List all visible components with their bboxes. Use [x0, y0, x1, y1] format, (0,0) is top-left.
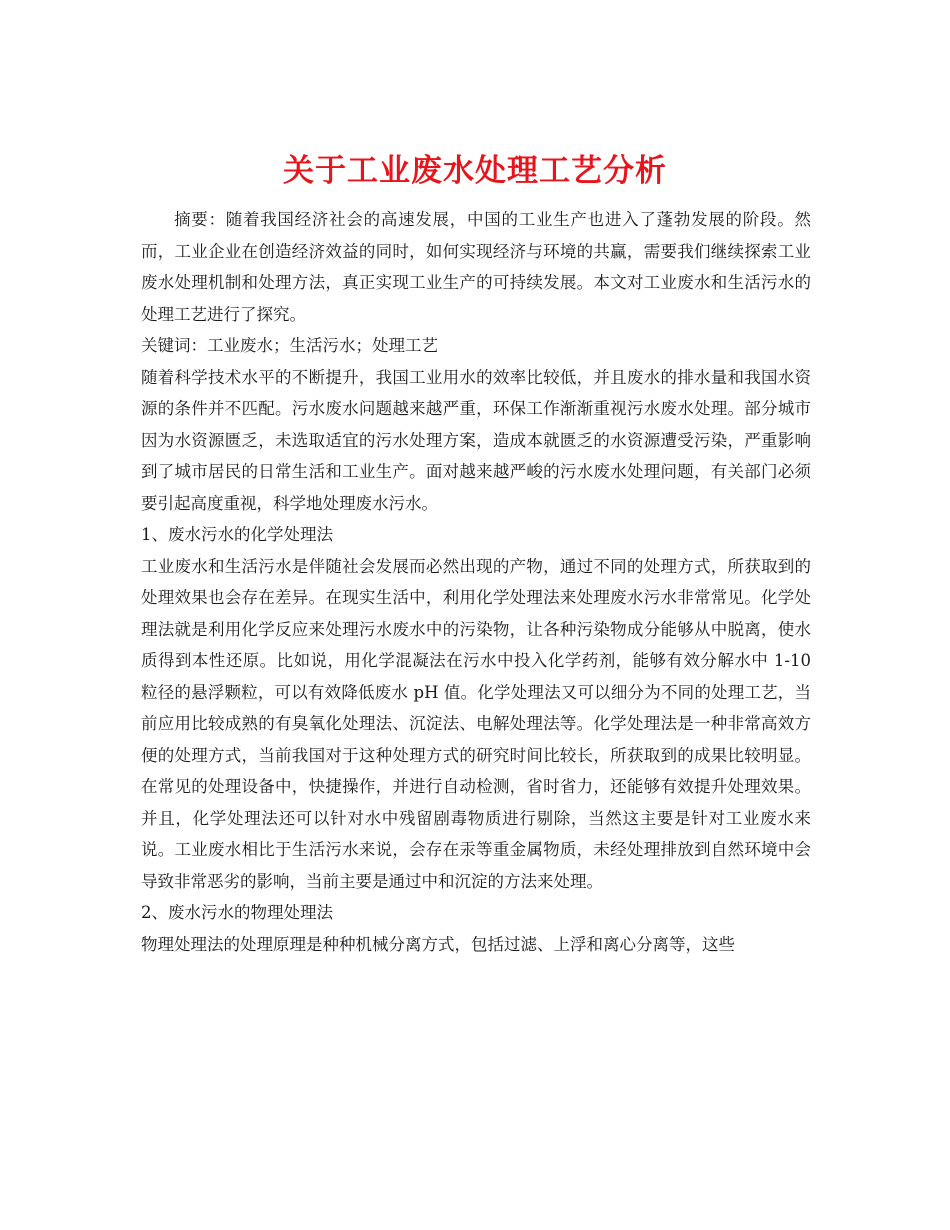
document-body [141, 204, 811, 960]
section-2-paragraph: 物理处理法的处理原理是种种机械分离方式，包括过滤、上浮和离心分离等，这些 [141, 934, 735, 954]
section-1-heading: 1、废水污水的化学处理法 [141, 525, 333, 544]
document-title: 关于工业废水处理工艺分析 [283, 152, 667, 189]
keywords-line: 关键词：工业废水；生活污水；处理工艺 [141, 336, 438, 355]
intro-paragraph: 随着科学技术水平的不断提升，我国工业用水的效率比较低，并且废水的排水量和我国水资源的条件并不匹配。污水废水问题越来越严重，环保工作渐渐重视污水废水处理。部分城市因为水资源匮乏，未选取适宜的污水处理方案，造成本就匮乏的水资源遭受污染，严重影响到了城市居民的日常生活和工业生产。面对越来越严峻的污水废水处理问题，有关部门必须要引起高度重视，科学地处理废水污水。 [141, 367, 811, 513]
abstract-paragraph: 摘要：随着我国经济社会的高速发展，中国的工业生产也进入了蓬勃发展的阶段。然而，工业企业在创造经济效益的同时，如何实现经济与环境的共赢，需要我们继续探索工业废水处理机制和处理方法，真正实现工业生产的可持续发展。本文对工业废水和生活污水的处理工艺进行了探究。 [141, 210, 811, 324]
section-1-paragraph: 工业废水和生活污水是伴随社会发展而必然出现的产物，通过不同的处理方式，所获取到的处理效果也会存在差异。在现实生活中，利用化学处理法来处理废水污水非常常见。化学处理法就是利用化学反应来处理污水废水中的污染物，让各种污染物成分能够从中脱离，使水质得到本性还原。比如说，用化学混凝法在污水中投入化学药剂，能够有效分解水中 1-10 粒径的悬浮颗粒，可以有效降低废水 pH 值。化学处理法又可以细分为不同的处理工艺，当前应用比较成熟的有臭氧化处理法、沉淀法、电解处理法等。化学处理法是一种非常高效方便的处理方式，当前我国对于这种处理方式的研究时间比较长，所获取到的成果比较明显。在常见的处理设备中，快捷操作，并进行自动检测，省时省力，还能够有效提升处理效果。并且，化学处理法还可以针对水中残留剧毒物质进行剔除，当然这主要是针对工业废水来说。工业废水相比于生活污水来说，会存在汞等重金属物质，未经处理排放到自然环境中会导致非常恶劣的影响，当前主要是通过中和沉淀的方法来处理。 [141, 556, 811, 891]
section-2-heading: 2、废水污水的物理处理法 [141, 903, 333, 922]
